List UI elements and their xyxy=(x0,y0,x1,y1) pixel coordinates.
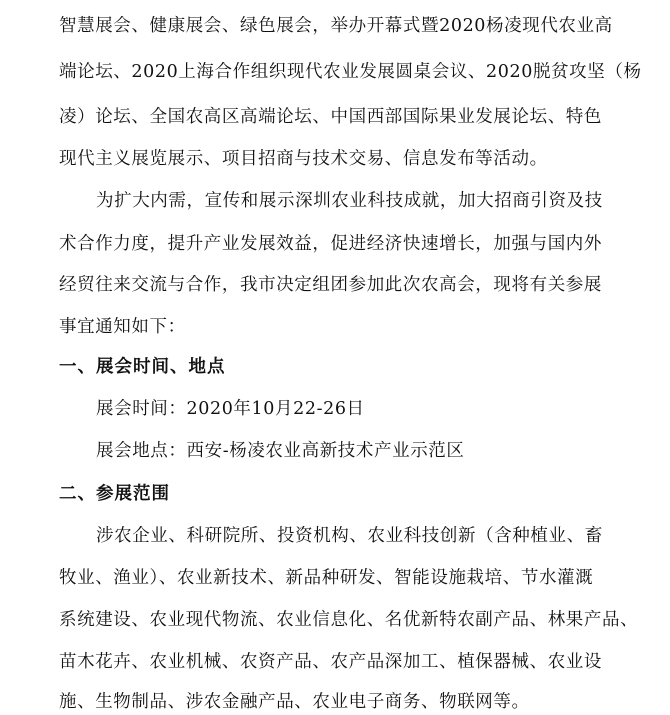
paragraph-line: 端论坛、2020上海合作组织现代农业发展圆桌会议、2020脱贫攻坚（杨 xyxy=(59,62,642,82)
exhibition-place: 展会地点：西安-杨凌农业高新技术产业示范区 xyxy=(96,441,465,461)
paragraph-line: 凌）论坛、全国农高区高端论坛、中国西部国际果业发展论坛、特色 xyxy=(59,107,602,127)
paragraph-line: 智慧展会、健康展会、绿色展会，举办开幕式暨2020杨凌现代农业高 xyxy=(59,16,613,36)
paragraph-line: 苗木花卉、农业机械、农资产品、农产品深加工、植保器械、农业设 xyxy=(59,652,602,672)
paragraph-line: 事宜通知如下： xyxy=(59,317,186,337)
paragraph-line: 为扩大内需，宣传和展示深圳农业科技成就，加大招商引资及技 xyxy=(96,191,603,211)
paragraph-line: 施、生物制品、涉农金融产品、农业电子商务、物联网等。 xyxy=(59,692,530,712)
paragraph-line: 牧业、渔业）、农业新技术、新品种研发、智能设施栽培、节水灌溉 xyxy=(59,568,594,588)
paragraph-line: 经贸往来交流与合作，我市决定组团参加此次农高会，现将有关参展 xyxy=(59,275,602,295)
paragraph-line: 涉农企业、科研院所、投资机构、农业科技创新（含种植业、畜 xyxy=(96,526,603,546)
exhibition-time: 展会时间：2020年10月22-26日 xyxy=(96,399,365,419)
paragraph-line: 现代主义展览展示、项目招商与技术交易、信息发布等活动。 xyxy=(59,149,548,169)
section-heading-time-place: 一、展会时间、地点 xyxy=(59,357,226,377)
section-heading-scope: 二、参展范围 xyxy=(59,484,170,504)
paragraph-line: 术合作力度，提升产业发展效益，促进经济快速增长，加强与国内外 xyxy=(59,234,602,254)
paragraph-line: 系统建设、农业现代物流、农业信息化、名优新特农副产品、林果产品、 xyxy=(59,610,639,630)
